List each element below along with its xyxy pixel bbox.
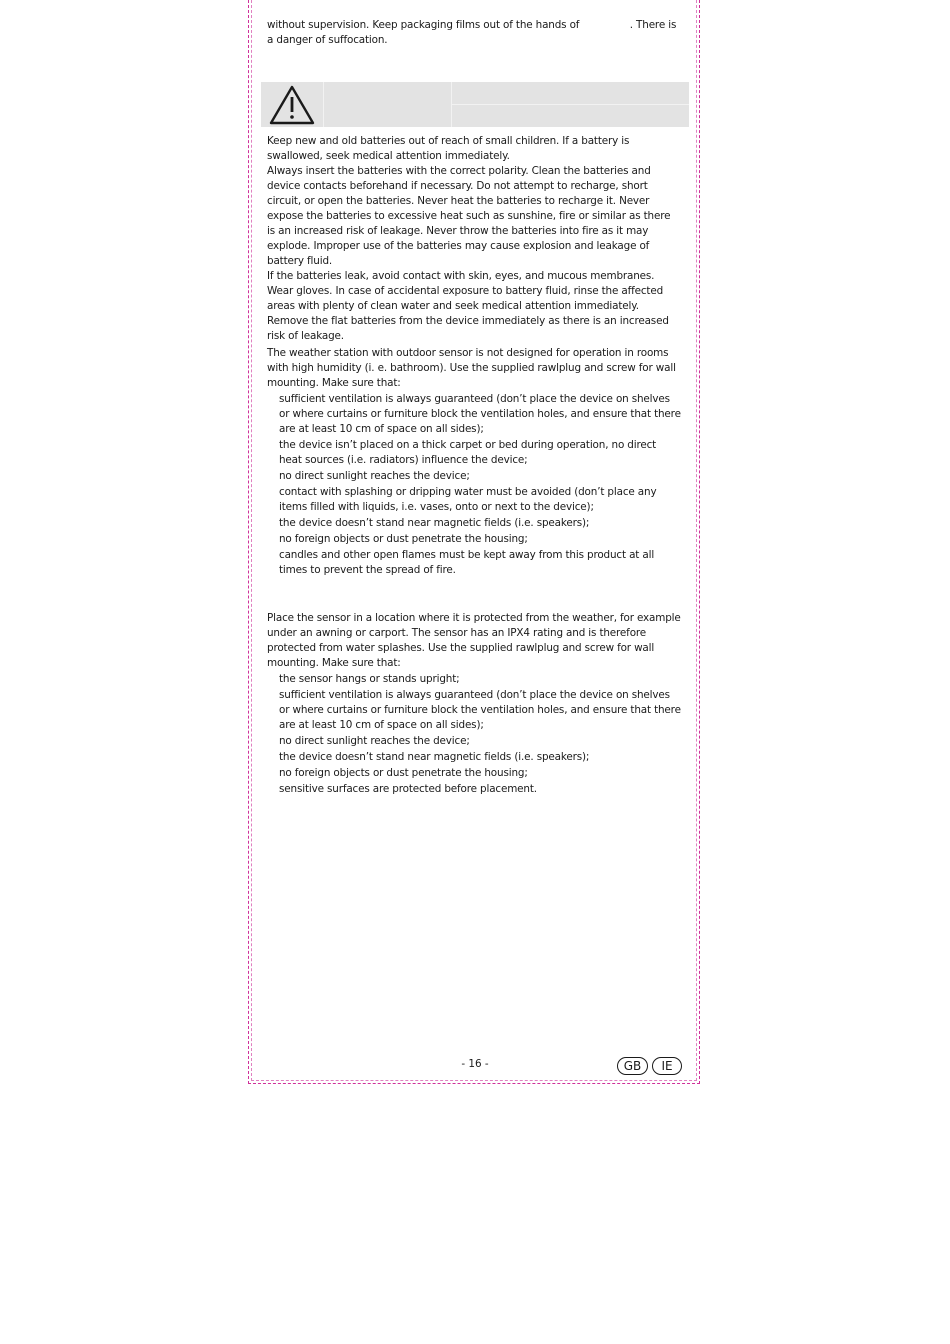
language-badge-ie: IE <box>652 1057 682 1075</box>
intro-paragraph: without supervision. Keep packaging films out of the hands of . There is a danger of suffocation. <box>267 19 680 46</box>
list-item: no foreign objects or dust penetrate the housing; <box>279 533 528 545</box>
list-item: candles and other open flames must be kept away from this product at all times to prevent the spread of fire. <box>279 549 655 576</box>
list-item: no foreign objects or dust penetrate the housing; <box>279 767 528 779</box>
list-item: the device doesn’t stand near magnetic fields (i.e. speakers); <box>279 517 590 529</box>
page-number: - 16 - <box>461 1058 489 1070</box>
sensor-section <box>267 611 681 798</box>
station-intro: The weather station with outdoor sensor is not designed for operation in rooms with high humidity (i. e. bathroom). Use the supplied rawlplug and screw for wall mounting. Make sure that: <box>267 347 676 389</box>
list-item: the sensor hangs or stands upright; <box>279 673 460 685</box>
battery-warning-header <box>261 82 689 127</box>
station-section <box>267 346 681 579</box>
battery-warning-text <box>267 134 681 344</box>
manual-page <box>248 0 700 1084</box>
battery-paragraph-2: Always insert the batteries with the correct polarity. Clean the batteries and device contacts beforehand if necessary. Do not attempt to recharge, short circuit, or open the batteries. Never heat the batteries to recharge it. Never expose the batteries to excessive heat such as sunshine, fire or similar as there is an increased risk of leakage. Never throw the batteries into fire as it may explode. Improper use of the batteries may cause explosion and leakage of battery fluid. <box>267 165 671 267</box>
list-item: sensitive surfaces are protected before placement. <box>279 783 537 795</box>
sensor-intro: Place the sensor in a location where it is protected from the weather, for example under an awning or carport. The sensor has an IPX4 rating and is therefore protected from water splashes. Use the supplied rawlplug and screw for wall mounting. Make sure that: <box>267 612 681 669</box>
list-item: sufficient ventilation is always guaranteed (don’t place the device on shelves or where curtains or furniture block the ventilation holes, and ensure that there are at least 10 cm of space on all sides); <box>279 689 681 731</box>
list-item: sufficient ventilation is always guaranteed (don’t place the device on shelves or where curtains or furniture block the ventilation holes, and ensure that there are at least 10 cm of space on all sides); <box>279 393 681 435</box>
battery-paragraph-3: If the batteries leak, avoid contact with skin, eyes, and mucous membranes. Wear gloves. In case of accidental exposure to battery fluid, rinse the affected areas with plenty of clean water and seek medical attention immediately. Remove the flat batteries from the device immediately as there is an increased risk of leakage. <box>267 270 669 342</box>
list-item: the device isn’t placed on a thick carpet or bed during operation, no direct heat sources (i.e. radiators) influence the device; <box>279 439 657 466</box>
warning-divider <box>452 104 689 105</box>
station-requirements-list <box>267 392 681 578</box>
battery-paragraph-1: Keep new and old batteries out of reach of small children. If a battery is swallowed, seek medical attention immediately. <box>267 135 630 162</box>
warning-title-cell <box>324 82 452 127</box>
list-item: no direct sunlight reaches the device; <box>279 470 470 482</box>
list-item: contact with splashing or dripping water must be avoided (don’t place any items filled with liquids, i.e. vases, onto or next to the device); <box>279 486 657 513</box>
warning-triangle-icon <box>268 84 316 126</box>
sensor-requirements-list <box>267 672 681 797</box>
list-item: the device doesn’t stand near magnetic fields (i.e. speakers); <box>279 751 590 763</box>
language-badge-gb: GB <box>617 1057 648 1075</box>
warning-icon-cell <box>261 82 324 127</box>
list-item: no direct sunlight reaches the device; <box>279 735 470 747</box>
